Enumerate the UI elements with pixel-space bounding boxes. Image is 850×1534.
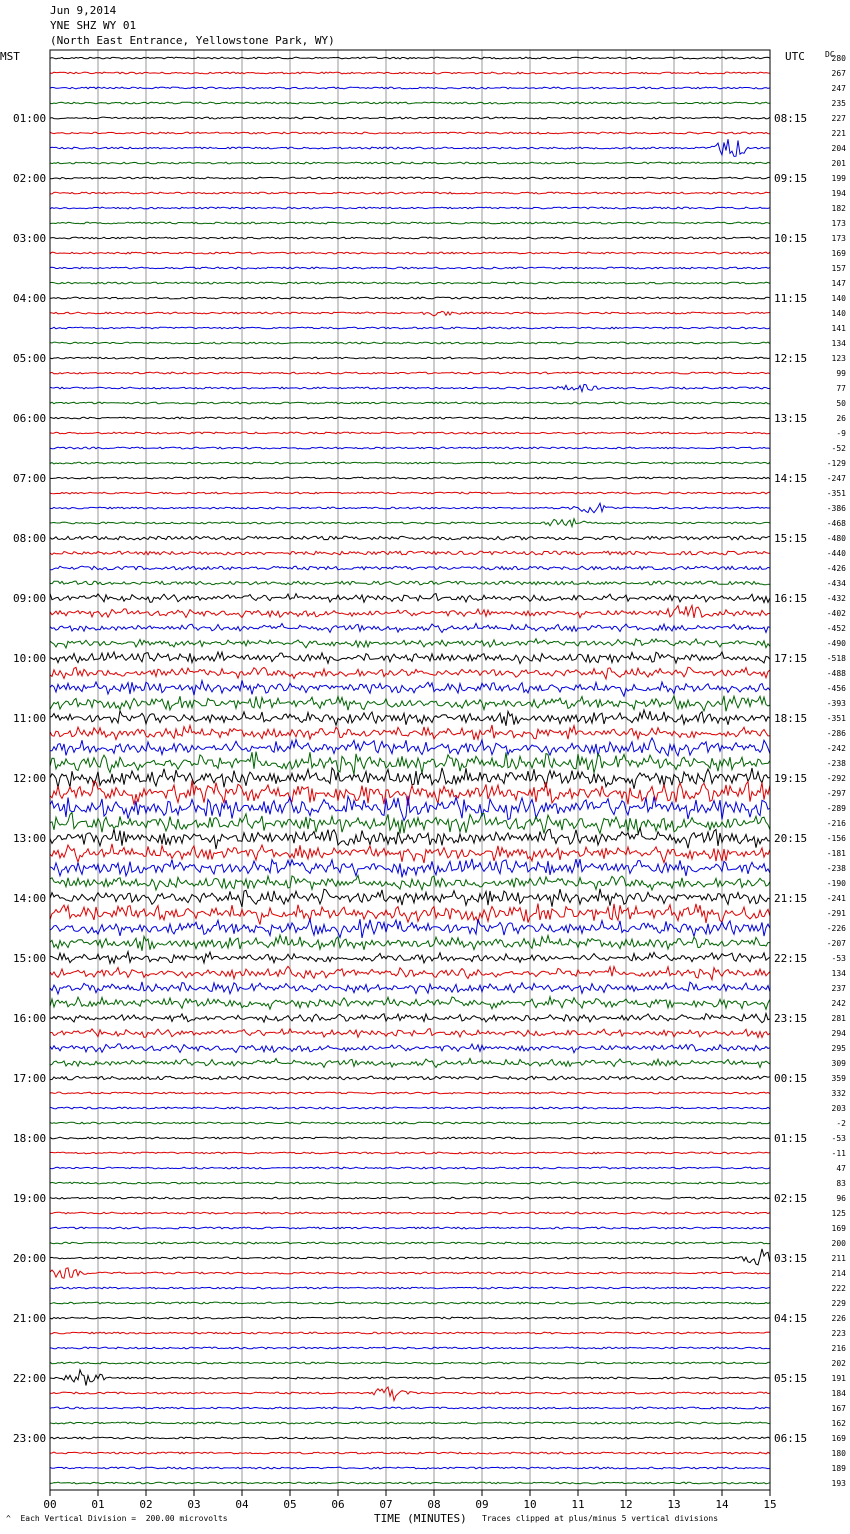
trace-49 xyxy=(50,780,770,805)
x-tick-label: 06 xyxy=(331,1498,345,1511)
trace-37 xyxy=(50,605,770,618)
trace-29 xyxy=(50,492,770,494)
mst-hour-label: 15:00 xyxy=(13,952,47,965)
dc-offset-label: 134 xyxy=(831,339,846,348)
mst-hour-label: 05:00 xyxy=(13,352,47,365)
utc-hour-label: 06:15 xyxy=(774,1432,808,1445)
dc-offset-label: -292 xyxy=(826,774,846,783)
dc-offset-label: 295 xyxy=(831,1044,846,1053)
mst-hour-label: 14:00 xyxy=(13,892,47,905)
trace-91 xyxy=(50,1422,770,1424)
station-location: (North East Entrance, Yellowstone Park, WY) xyxy=(50,34,335,47)
trace-6 xyxy=(50,139,770,156)
dc-offset-label: 140 xyxy=(831,294,846,303)
x-tick-label: 08 xyxy=(427,1498,441,1511)
dc-offset-label: 167 xyxy=(831,1404,846,1413)
dc-offset-label: 169 xyxy=(831,249,846,258)
mst-hour-label: 01:00 xyxy=(13,112,47,125)
trace-54 xyxy=(50,859,770,878)
dc-offset-label: 280 xyxy=(831,54,846,63)
mst-hour-label: 07:00 xyxy=(13,472,47,485)
dc-offset-label: -2 xyxy=(836,1119,846,1128)
trace-41 xyxy=(50,667,770,679)
trace-8 xyxy=(50,177,770,179)
dc-offset-label: 237 xyxy=(831,984,846,993)
plot-date: Jun 9,2014 xyxy=(50,4,117,17)
trace-22 xyxy=(50,384,770,391)
trace-47 xyxy=(50,752,770,775)
dc-offset-label: 294 xyxy=(831,1029,846,1038)
dc-offset-label: 222 xyxy=(831,1284,846,1293)
trace-35 xyxy=(50,581,770,585)
trace-23 xyxy=(50,402,770,404)
utc-hour-label: 13:15 xyxy=(774,412,808,425)
dc-offset-label: 235 xyxy=(831,99,846,108)
mst-hour-label: 08:00 xyxy=(13,532,47,545)
trace-70 xyxy=(50,1107,770,1109)
dc-offset-label: -238 xyxy=(826,864,846,873)
mst-axis-label: MST xyxy=(0,50,20,63)
trace-39 xyxy=(50,639,770,648)
mst-hour-label: 21:00 xyxy=(13,1312,47,1325)
dc-offset-label: -490 xyxy=(826,639,846,648)
mst-hour-label: 04:00 xyxy=(13,292,47,305)
trace-50 xyxy=(50,796,770,821)
trace-17 xyxy=(50,311,770,316)
mst-hour-label: 19:00 xyxy=(13,1192,47,1205)
trace-82 xyxy=(50,1287,770,1289)
trace-74 xyxy=(50,1167,770,1169)
utc-hour-label: 10:15 xyxy=(774,232,808,245)
trace-75 xyxy=(50,1182,770,1184)
dc-offset-label: 223 xyxy=(831,1329,846,1338)
trace-76 xyxy=(50,1197,770,1199)
trace-48 xyxy=(50,768,770,789)
trace-12 xyxy=(50,237,770,239)
trace-55 xyxy=(50,875,770,890)
utc-hour-label: 14:15 xyxy=(774,472,808,485)
x-tick-label: 12 xyxy=(619,1498,633,1511)
trace-19 xyxy=(50,342,770,344)
dc-offset-label: 157 xyxy=(831,264,846,273)
trace-79 xyxy=(50,1242,770,1244)
dc-offset-label: 211 xyxy=(831,1254,846,1263)
trace-81 xyxy=(50,1268,770,1278)
trace-77 xyxy=(50,1212,770,1214)
footer-scale-text: Each Vertical Division = 200.00 microvolts xyxy=(20,1514,228,1523)
dc-offset-label: 77 xyxy=(836,384,846,393)
trace-42 xyxy=(50,680,770,696)
trace-73 xyxy=(50,1152,770,1154)
utc-hour-label: 09:15 xyxy=(774,172,808,185)
trace-40 xyxy=(50,652,770,664)
dc-offset-label: -156 xyxy=(826,834,846,843)
dc-offset-label: 50 xyxy=(836,399,846,408)
trace-66 xyxy=(50,1044,770,1053)
trace-34 xyxy=(50,566,770,570)
dc-offset-label: 96 xyxy=(836,1194,846,1203)
utc-hour-label: 12:15 xyxy=(774,352,808,365)
dc-offset-label: -190 xyxy=(826,879,846,888)
trace-11 xyxy=(50,222,770,224)
trace-28 xyxy=(50,477,770,479)
x-tick-label: 13 xyxy=(667,1498,681,1511)
x-tick-label: 05 xyxy=(283,1498,297,1511)
dc-offset-label: 83 xyxy=(836,1179,846,1188)
x-tick-label: 04 xyxy=(235,1498,249,1511)
dc-offset-label: -216 xyxy=(826,819,846,828)
dc-offset-label: -207 xyxy=(826,939,846,948)
dc-offset-label: 169 xyxy=(831,1434,846,1443)
trace-57 xyxy=(50,904,770,925)
trace-56 xyxy=(50,889,770,907)
dc-offset-label: 140 xyxy=(831,309,846,318)
utc-hour-label: 00:15 xyxy=(774,1072,808,1085)
trace-64 xyxy=(50,1013,770,1022)
x-tick-label: 03 xyxy=(187,1498,201,1511)
dc-offset-label: -386 xyxy=(826,504,846,513)
dc-offset-label: 194 xyxy=(831,189,846,198)
x-tick-label: 00 xyxy=(43,1498,57,1511)
utc-hour-label: 08:15 xyxy=(774,112,808,125)
dc-offset-label: 281 xyxy=(831,1014,846,1023)
trace-88 xyxy=(50,1370,770,1386)
trace-71 xyxy=(50,1122,770,1124)
dc-offset-label: 200 xyxy=(831,1239,846,1248)
trace-3 xyxy=(50,102,770,104)
trace-52 xyxy=(50,828,770,850)
trace-53 xyxy=(50,844,770,863)
trace-85 xyxy=(50,1332,770,1334)
trace-31 xyxy=(50,519,770,527)
dc-offset-label: 123 xyxy=(831,354,846,363)
dc-offset-label: 99 xyxy=(836,369,846,378)
dc-offset-label: 221 xyxy=(831,129,846,138)
mst-hour-label: 22:00 xyxy=(13,1372,47,1385)
utc-hour-label: 04:15 xyxy=(774,1312,808,1325)
trace-62 xyxy=(50,982,770,994)
utc-hour-label: 19:15 xyxy=(774,772,808,785)
station-id: YNE SHZ WY 01 xyxy=(50,19,137,32)
utc-hour-label: 03:15 xyxy=(774,1252,808,1265)
dc-offset-label: -440 xyxy=(826,549,846,558)
trace-89 xyxy=(50,1387,770,1401)
dc-offset-label: 267 xyxy=(831,69,846,78)
dc-offset-label: 125 xyxy=(831,1209,846,1218)
utc-hour-label: 11:15 xyxy=(774,292,808,305)
trace-14 xyxy=(50,267,770,269)
mst-hour-label: 11:00 xyxy=(13,712,47,725)
dc-offset-label: 184 xyxy=(831,1389,846,1398)
mst-hour-label: 02:00 xyxy=(13,172,47,185)
utc-hour-label: 02:15 xyxy=(774,1192,808,1205)
footer-mark: ^ xyxy=(6,1514,11,1523)
dc-offset-label: 204 xyxy=(831,144,846,153)
dc-offset-label: -452 xyxy=(826,624,846,633)
dc-offset-label: -289 xyxy=(826,804,846,813)
utc-hour-label: 23:15 xyxy=(774,1012,808,1025)
seismic-traces xyxy=(50,57,770,1484)
trace-69 xyxy=(50,1092,770,1094)
trace-86 xyxy=(50,1347,770,1349)
trace-59 xyxy=(50,935,770,951)
dc-offset-label: 182 xyxy=(831,204,846,213)
dc-offset-label: -9 xyxy=(836,429,846,438)
trace-58 xyxy=(50,919,770,938)
trace-5 xyxy=(50,132,770,134)
dc-offset-label: -129 xyxy=(826,459,846,468)
utc-hour-label: 21:15 xyxy=(774,892,808,905)
mst-hour-label: 20:00 xyxy=(13,1252,47,1265)
dc-offset-label: 203 xyxy=(831,1104,846,1113)
x-tick-label: 10 xyxy=(523,1498,537,1511)
dc-offset-label: 191 xyxy=(831,1374,846,1383)
x-tick-label: 07 xyxy=(379,1498,393,1511)
dc-offset-label: 26 xyxy=(836,414,846,423)
trace-2 xyxy=(50,87,770,89)
trace-26 xyxy=(50,447,770,449)
footer-clip-note: Traces clipped at plus/minus 5 vertical divisions xyxy=(482,1514,719,1523)
trace-18 xyxy=(50,327,770,329)
utc-hour-label: 20:15 xyxy=(774,832,808,845)
trace-25 xyxy=(50,432,770,434)
dc-offset-label: 134 xyxy=(831,969,846,978)
trace-90 xyxy=(50,1407,770,1409)
dc-offset-label: 199 xyxy=(831,174,846,183)
x-tick-label: 02 xyxy=(139,1498,153,1511)
utc-hour-label: 22:15 xyxy=(774,952,808,965)
utc-hour-label: 16:15 xyxy=(774,592,808,605)
trace-43 xyxy=(50,696,770,712)
mst-hour-label: 10:00 xyxy=(13,652,47,665)
trace-80 xyxy=(50,1249,770,1265)
dc-offset-label: 173 xyxy=(831,219,846,228)
dc-offset-label: 229 xyxy=(831,1299,846,1308)
dc-offset-label: -226 xyxy=(826,924,846,933)
dc-offset-label: -434 xyxy=(826,579,846,588)
dc-offset-label: -238 xyxy=(826,759,846,768)
trace-13 xyxy=(50,252,770,254)
mst-hour-label: 18:00 xyxy=(13,1132,47,1145)
dc-offset-label: 162 xyxy=(831,1419,846,1428)
x-tick-label: 15 xyxy=(763,1498,777,1511)
trace-21 xyxy=(50,372,770,374)
dc-offset-label: 247 xyxy=(831,84,846,93)
dc-offset-label: -11 xyxy=(831,1149,846,1158)
dc-offset-label: -241 xyxy=(826,894,846,903)
dc-offset-label: -52 xyxy=(831,444,846,453)
mst-hour-label: 03:00 xyxy=(13,232,47,245)
trace-68 xyxy=(50,1076,770,1080)
trace-20 xyxy=(50,357,770,359)
trace-78 xyxy=(50,1227,770,1229)
x-axis-title: TIME (MINUTES) xyxy=(374,1512,467,1525)
dc-offset-label: 227 xyxy=(831,114,846,123)
dc-offset-label: 332 xyxy=(831,1089,846,1098)
dc-offset-label: -286 xyxy=(826,729,846,738)
trace-45 xyxy=(50,725,770,740)
dc-offset-label: -393 xyxy=(826,699,846,708)
trace-87 xyxy=(50,1362,770,1364)
trace-10 xyxy=(50,207,770,209)
trace-27 xyxy=(50,462,770,464)
utc-hour-label: 05:15 xyxy=(774,1372,808,1385)
dc-offset-label: -181 xyxy=(826,849,846,858)
trace-7 xyxy=(50,162,770,164)
utc-hour-label: 01:15 xyxy=(774,1132,808,1145)
dc-offset-label: -518 xyxy=(826,654,846,663)
trace-0 xyxy=(50,57,770,59)
dc-offset-label: 359 xyxy=(831,1074,846,1083)
trace-33 xyxy=(50,551,770,555)
x-tick-label: 09 xyxy=(475,1498,489,1511)
plot-grid xyxy=(98,50,722,1490)
trace-63 xyxy=(50,997,770,1010)
dc-offset-label: -426 xyxy=(826,564,846,573)
footer-scale-note xyxy=(6,1514,228,1524)
x-tick-label: 14 xyxy=(715,1498,729,1511)
dc-offset-label: 201 xyxy=(831,159,846,168)
trace-95 xyxy=(50,1482,770,1484)
mst-hour-label: 23:00 xyxy=(13,1432,47,1445)
dc-offset-label: 147 xyxy=(831,279,846,288)
trace-1 xyxy=(50,72,770,74)
trace-93 xyxy=(50,1452,770,1454)
dc-offset-label: -242 xyxy=(826,744,846,753)
dc-offset-label: -402 xyxy=(826,609,846,618)
trace-92 xyxy=(50,1437,770,1439)
dc-offset-label: -351 xyxy=(826,489,846,498)
dc-offset-label: -53 xyxy=(831,1134,846,1143)
dc-offset-label: 169 xyxy=(831,1224,846,1233)
trace-9 xyxy=(50,192,770,194)
dc-offset-label: -53 xyxy=(831,954,846,963)
dc-offset-label: 193 xyxy=(831,1479,846,1488)
trace-24 xyxy=(50,417,770,419)
dc-offset-label: -488 xyxy=(826,669,846,678)
trace-83 xyxy=(50,1302,770,1304)
trace-84 xyxy=(50,1317,770,1319)
trace-30 xyxy=(50,503,770,513)
x-tick-label: 11 xyxy=(571,1498,585,1511)
trace-61 xyxy=(50,966,770,979)
dc-offset-label: -297 xyxy=(826,789,846,798)
trace-60 xyxy=(50,952,770,964)
dc-offset-label: -432 xyxy=(826,594,846,603)
mst-hour-label: 12:00 xyxy=(13,772,47,785)
trace-4 xyxy=(50,117,770,119)
dc-offset-label: -480 xyxy=(826,534,846,543)
dc-offset-label: 226 xyxy=(831,1314,846,1323)
trace-36 xyxy=(50,593,770,602)
mst-hour-label: 16:00 xyxy=(13,1012,47,1025)
dc-offset-label: -291 xyxy=(826,909,846,918)
mst-hour-label: 06:00 xyxy=(13,412,47,425)
trace-38 xyxy=(50,623,770,632)
dc-offset-label: 141 xyxy=(831,324,846,333)
dc-offset-label: 214 xyxy=(831,1269,846,1278)
dc-offset-label: 309 xyxy=(831,1059,846,1068)
dc-offset-label: 47 xyxy=(836,1164,846,1173)
dc-offset-label: 173 xyxy=(831,234,846,243)
utc-axis-label: UTC xyxy=(785,50,805,63)
dc-column-label: DC xyxy=(825,50,835,59)
dc-offset-label: -351 xyxy=(826,714,846,723)
trace-72 xyxy=(50,1137,770,1139)
dc-offset-label: -247 xyxy=(826,474,846,483)
dc-offset-label: 242 xyxy=(831,999,846,1008)
trace-15 xyxy=(50,282,770,284)
dc-offset-label: 216 xyxy=(831,1344,846,1353)
trace-94 xyxy=(50,1467,770,1469)
x-tick-label: 01 xyxy=(91,1498,105,1511)
axis-labels xyxy=(0,50,846,1511)
utc-hour-label: 17:15 xyxy=(774,652,808,665)
trace-65 xyxy=(50,1029,770,1038)
mst-hour-label: 17:00 xyxy=(13,1072,47,1085)
dc-offset-label: -456 xyxy=(826,684,846,693)
utc-hour-label: 15:15 xyxy=(774,532,808,545)
trace-16 xyxy=(50,297,770,299)
mst-hour-label: 09:00 xyxy=(13,592,47,605)
dc-offset-label: 189 xyxy=(831,1464,846,1473)
trace-46 xyxy=(50,738,770,757)
utc-hour-label: 18:15 xyxy=(774,712,808,725)
dc-offset-label: 180 xyxy=(831,1449,846,1458)
trace-67 xyxy=(50,1058,770,1067)
dc-offset-label: 202 xyxy=(831,1359,846,1368)
trace-44 xyxy=(50,710,770,726)
trace-32 xyxy=(50,536,770,540)
trace-51 xyxy=(50,812,770,833)
dc-offset-label: -468 xyxy=(826,519,846,528)
mst-hour-label: 13:00 xyxy=(13,832,47,845)
